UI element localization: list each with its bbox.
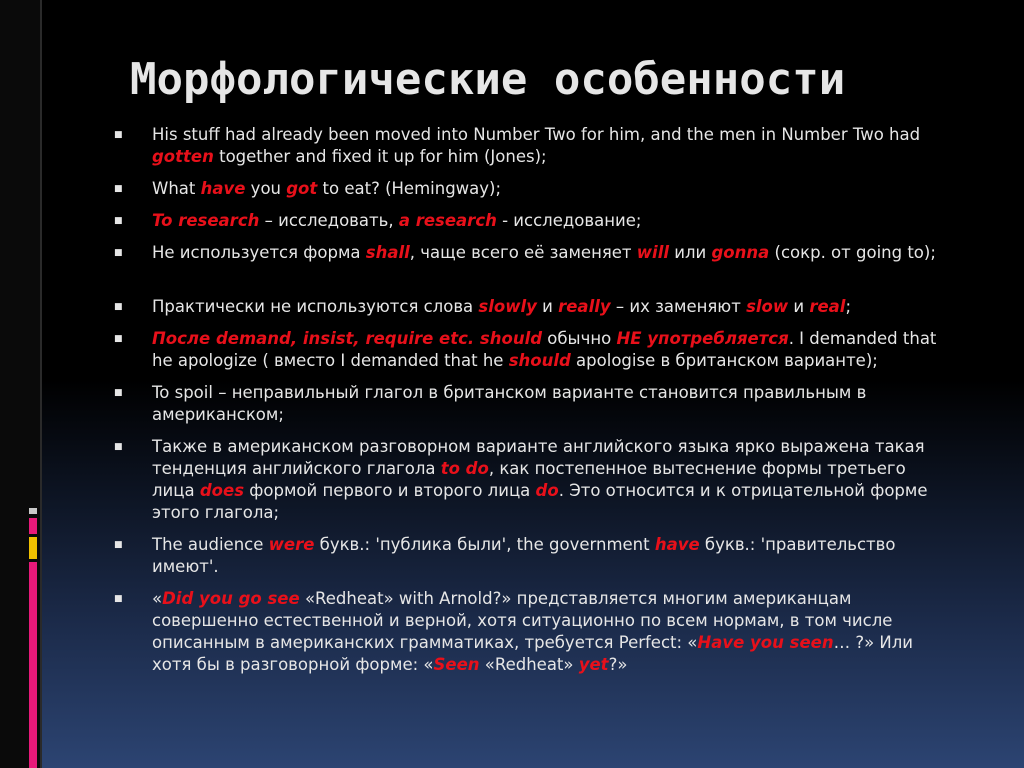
highlighted-term: were <box>268 535 315 554</box>
highlighted-term: НЕ употребляется <box>616 329 789 348</box>
highlighted-term: does <box>199 481 245 500</box>
bullet-text: . Это относится и к отрицательной форме этого глагола; <box>152 481 928 522</box>
bullet-text: The audience <box>152 535 269 554</box>
bullet-text: His stuff had already been moved into Number Two for him, and the men in Number Two had <box>152 125 921 144</box>
highlighted-term: should <box>508 351 571 370</box>
bullet-text: «Redheat» <box>479 655 579 674</box>
bullet-item <box>152 124 952 168</box>
bullet-text: или <box>669 243 712 262</box>
bullet-item <box>152 296 952 318</box>
highlighted-term: gonna <box>711 243 770 262</box>
bullet-text: To spoil – неправильный глагол в британском варианте становится правильным в американском; <box>152 383 867 424</box>
highlighted-term: yet <box>578 655 609 674</box>
bullet-text: you <box>245 179 287 198</box>
bullet-text: ; <box>845 297 852 316</box>
bullet-item <box>152 382 952 426</box>
accent-bar-gray <box>29 508 37 514</box>
bullet-item <box>152 436 952 524</box>
accent-bar-pink-long <box>29 562 37 768</box>
bullet-list <box>152 124 952 686</box>
highlighted-term: a research <box>398 211 497 230</box>
bullet-item <box>152 328 952 372</box>
highlighted-term: slowly <box>478 297 537 316</box>
slide-title: Морфологические особенности <box>130 54 846 105</box>
bullet-text: apologise в британском варианте); <box>570 351 878 370</box>
highlighted-term: После demand, insist, require etc. should <box>152 329 543 348</box>
accent-bar-pink-small <box>29 518 37 534</box>
bullet-text: Также в американском разговорном варианте английского языка ярко выражена такая тенденция английского глагола <box>152 437 925 478</box>
bullet-text: , чаще всего её заменяет <box>409 243 637 262</box>
highlighted-term: slow <box>746 297 789 316</box>
bullet-text: и <box>788 297 810 316</box>
bullet-text: , как постепенное вытеснение формы третьего лица <box>152 459 906 500</box>
bullet-item <box>152 210 952 232</box>
highlighted-term: shall <box>365 243 410 262</box>
highlighted-term: Seen <box>433 655 480 674</box>
bullet-text: Практически не используются слова <box>152 297 479 316</box>
highlighted-term: To research <box>152 211 260 230</box>
highlighted-term: have <box>654 535 700 554</box>
highlighted-term: do <box>535 481 559 500</box>
accent-bar-yellow <box>29 537 37 559</box>
bullet-text: … ?» Или хотя бы в разговорной форме: « <box>152 633 914 674</box>
highlighted-term: really <box>558 297 611 316</box>
highlighted-term: to do <box>440 459 489 478</box>
bullet-text: together and fixed it up for him (Jones); <box>213 147 547 166</box>
bullet-item <box>152 588 952 676</box>
highlighted-term: have <box>200 179 246 198</box>
bullet-text: to eat? (Hemingway); <box>317 179 502 198</box>
bullet-text: Не используется форма <box>152 243 366 262</box>
bullet-text: «Redheat» with Arnold?» представляется многим американцам совершенно естественной и верной, хотя ситуационно по всем нормам, в том числе описанным в американских грамматиках, требуется Perfect: « <box>152 589 893 652</box>
bullet-text: – исследовать, <box>259 211 399 230</box>
bullet-text: - исследование; <box>496 211 642 230</box>
bullet-item <box>152 534 952 578</box>
bullet-text: – их заменяют <box>610 297 747 316</box>
bullet-item <box>152 242 952 264</box>
bullet-text: ?» <box>608 655 628 674</box>
bullet-item <box>152 178 952 200</box>
bullet-text: букв.: 'правительство имеют'. <box>152 535 896 576</box>
bullet-text: формой первого и второго лица <box>244 481 536 500</box>
bullet-text: (сокр. от going to); <box>769 243 936 262</box>
bullet-text: . I demanded that he apologize ( вместо I demanded that he <box>152 329 937 370</box>
bullet-text: и <box>536 297 559 316</box>
highlighted-term: got <box>286 179 318 198</box>
bullet-text: What <box>152 179 201 198</box>
highlighted-term: real <box>809 297 846 316</box>
highlighted-term: Did you go see <box>162 589 300 608</box>
bullet-text: обычно <box>542 329 617 348</box>
bullet-text: букв.: 'публика были', the government <box>314 535 655 554</box>
highlighted-term: Have you seen <box>697 633 834 652</box>
bullet-text: « <box>152 589 163 608</box>
highlighted-term: gotten <box>152 147 214 166</box>
highlighted-term: will <box>636 243 670 262</box>
